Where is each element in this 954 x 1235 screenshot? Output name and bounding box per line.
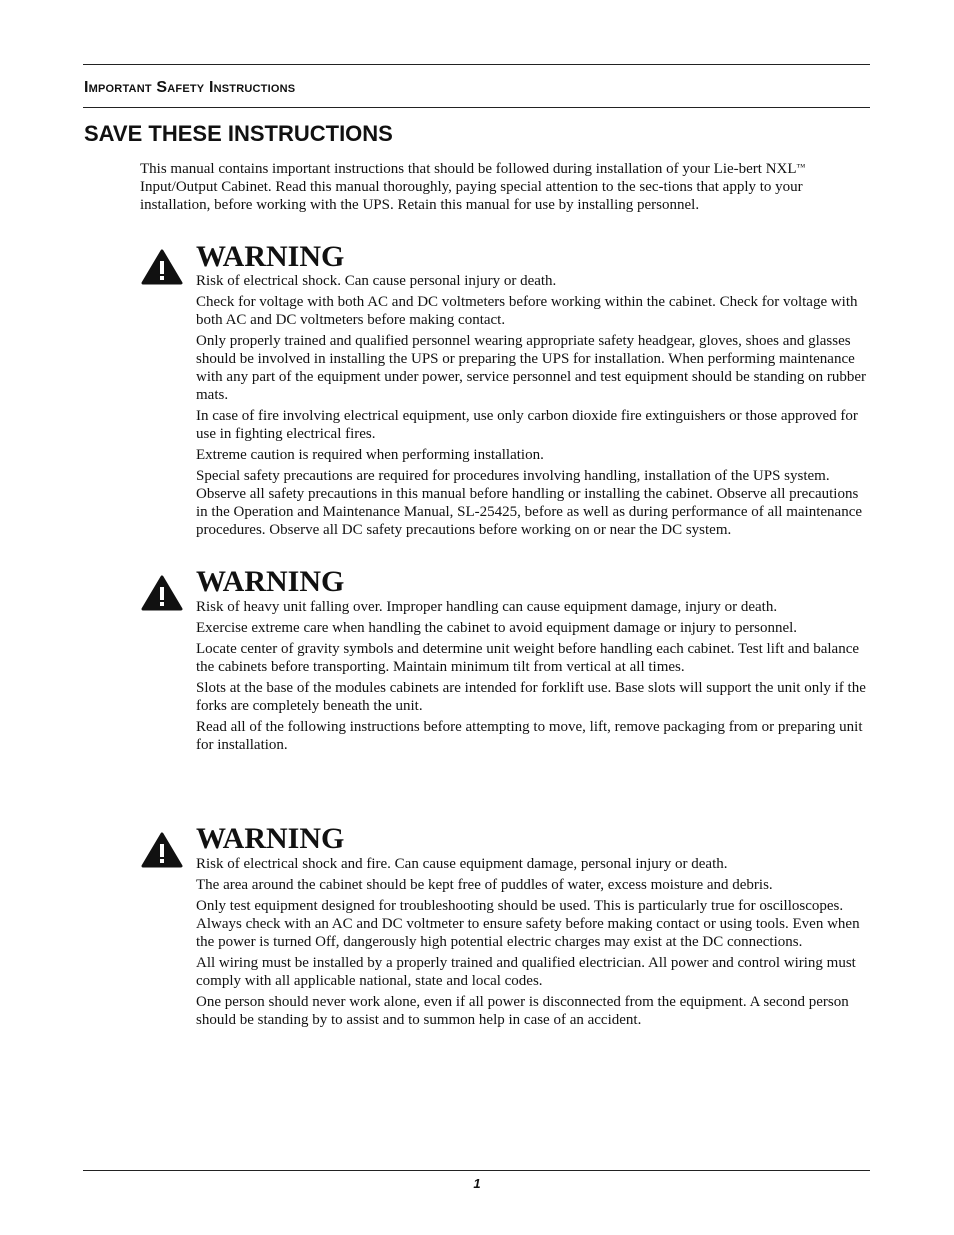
header-top-rule xyxy=(83,64,870,65)
section-header: Important Safety Instructions xyxy=(84,79,296,96)
warning-paragraph: Locate center of gravity symbols and determine unit weight before handling each cabinet. Test lift and balance the cabinets before transporting. Maintain minimum tilt from vertical at all times. xyxy=(196,641,860,675)
warning-body xyxy=(196,272,868,542)
warning-title: WARNING xyxy=(196,240,345,273)
warning-paragraph: Risk of electrical shock. Can cause personal injury or death. xyxy=(196,273,557,289)
warning-title: WARNING xyxy=(196,822,345,855)
warning-paragraph: Risk of heavy unit falling over. Improper handling can cause equipment damage, injury or death. xyxy=(196,599,778,615)
warning-triangle-icon xyxy=(141,249,183,285)
warning-paragraph: In case of fire involving electrical equipment, use only carbon dioxide fire extinguishers or those approved for use in fighting electrical fires. xyxy=(196,408,858,442)
header-bottom-rule xyxy=(83,107,870,108)
warning-paragraph: Extreme caution is required when performing installation. xyxy=(196,447,544,463)
trademark-symbol: ™ xyxy=(796,162,806,172)
warning-paragraph: Slots at the base of the modules cabinets are intended for forklift use. Base slots will support the unit only if the forks are completely beneath the unit. xyxy=(196,680,866,714)
warning-body xyxy=(196,598,868,757)
warning-paragraph: Special safety precautions are required for procedures involving handling, installation of the UPS system. Observe all safety precautions in this manual before handling or installing the cabinet. Observe all precautions in the Operation and Maintenance Manual, SL-25425, before as well as during performance of all maintenance procedures. Observe all DC safety precautions before working on or near the DC system. xyxy=(196,468,863,538)
warning-triangle-icon xyxy=(141,575,183,611)
warning-paragraph: One person should never work alone, even if all power is disconnected from the equipment. A second person should be standing by to assist and to summon help in case of an accident. xyxy=(196,994,849,1028)
warning-paragraph: Read all of the following instructions before attempting to move, lift, remove packaging from or preparing unit for installation. xyxy=(196,719,863,753)
warning-paragraph: Only properly trained and qualified personnel wearing appropriate safety headgear, gloves, shoes and glasses should be involved in installing the UPS or preparing the UPS for installation. When performing maintenance with any part of the equipment under power, service personnel and test equipment should be standing on rubber mats. xyxy=(196,333,867,403)
intro-paragraph xyxy=(140,160,868,214)
warning-paragraph: Only test equipment designed for troubleshooting should be used. This is particularly true for oscilloscopes. Always check with an AC and DC voltmeter to ensure safety before making contact or using tools. Even when the power is turned Off, dangerously high potential electric charges may exist at the DC connections. xyxy=(196,898,860,950)
warning-title: WARNING xyxy=(196,565,345,598)
warning-paragraph: The area around the cabinet should be kept free of puddles of water, excess moisture and debris. xyxy=(196,877,773,893)
warning-paragraph: All wiring must be installed by a properly trained and qualified electrician. All power and control wiring must comply with all applicable national, state and local codes. xyxy=(196,955,856,989)
warning-paragraph: Risk of electrical shock and fire. Can cause equipment damage, personal injury or death. xyxy=(196,856,728,872)
footer-rule xyxy=(83,1170,870,1171)
warning-paragraph: Exercise extreme care when handling the cabinet to avoid equipment damage or injury to personnel. xyxy=(196,620,798,636)
warning-paragraph: Check for voltage with both AC and DC voltmeters before working within the cabinet. Check for voltage with both AC and DC voltmeters before making contact. xyxy=(196,294,858,328)
warning-body xyxy=(196,855,868,1032)
warning-triangle-icon xyxy=(141,832,183,868)
intro-text-end: Input/Output Cabinet. Read this manual thoroughly, paying special attention to the sec-tions that apply to your installation, before working with the UPS. Retain this manual for use by installing personnel. xyxy=(140,179,803,213)
page-title: SAVE THESE INSTRUCTIONS xyxy=(84,121,393,146)
page-number: 1 xyxy=(473,1176,481,1191)
intro-text-start: This manual contains important instructions that should be followed during installation of your Lie-bert NXL xyxy=(140,161,797,177)
